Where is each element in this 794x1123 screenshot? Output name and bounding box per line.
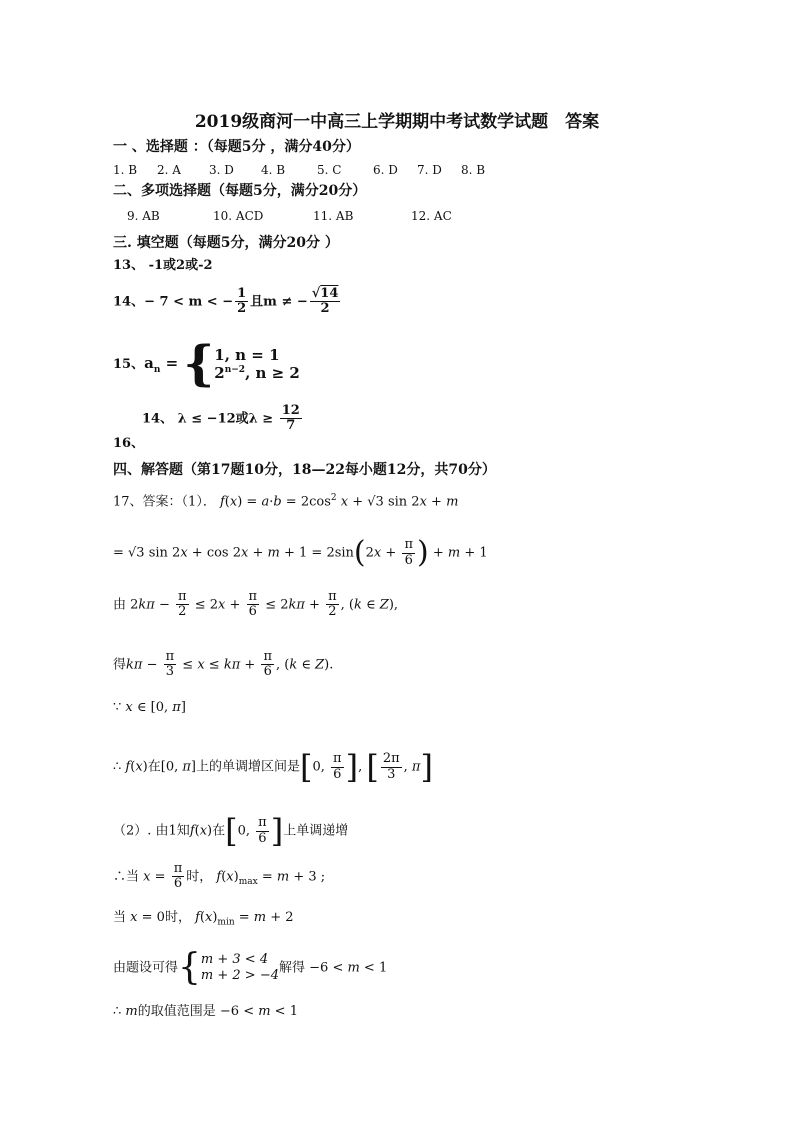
q17-part2-line-5: ∴ m的取值范围是 −6 < m < 1 (113, 1004, 298, 1019)
answer-15: 15、$a_n$ = { 1, n = 1 $2^{n-2}$, n ≥ 2 (113, 336, 300, 392)
fraction-half: $\frac{1}{2}$ (237, 286, 247, 317)
brace-icon: { (178, 947, 201, 988)
q17-line-4: 得kπ − $\frac{\pi}{3}$ ≤ x ≤ kπ + $\frac{\pi}{6}$ , (k ∈ Z). (113, 649, 334, 680)
answer-14: 14、− 7 < m < − $\frac{1}{2}$ 且m ≠ − $\frac{√14}{2}$ (113, 286, 339, 317)
answer-11: 11. AB (313, 209, 354, 223)
answer-10: 10. ACD (213, 209, 264, 223)
answer-8: 8. B (461, 163, 486, 177)
q17-part2-line-4: 由题设可得{ m + 3 < 4 m + 2 > −4 解得 −6 < m < 1 (113, 947, 388, 988)
q17-line-2: = √3 sin 2x + cos 2x + m + 1 = 2sin(2x + $\frac{\pi}{6}$ ) + m + 1 (113, 535, 488, 570)
section-2-heading: 二、多项选择题（每题5分，满分20分） (113, 183, 367, 199)
page-title: 2019级商河一中高三上学期期中考试数学试题 答案 (194, 112, 600, 132)
section-3-heading: 三. 填空题（每题5分，满分20分 ） (113, 235, 339, 251)
answer-12: 12. AC (411, 209, 452, 223)
piecewise-cases: 1, n = 1 $2^{n-2}$, n ≥ 2 (214, 346, 300, 382)
section-1-answers (113, 163, 485, 177)
brace-icon: { (183, 336, 215, 392)
q17-line-5: ∵ x ∈ [0, π] (113, 700, 186, 715)
answer-7: 7. D (417, 163, 442, 177)
q17-part2-line-3: 当 x = 0时， $f(x)_{min} = m + 2$ (113, 910, 294, 928)
answer-2: 2. A (157, 163, 181, 177)
answer-5: 5. C (317, 163, 342, 177)
q17-line-6: ∴ f(x)在[0, π]上的单调增区间是[0, $\frac{\pi}{6}$ ], [ $\frac{2\pi}{3}$ , π] (113, 748, 433, 786)
section-1-heading: 一 、选择题 ：（每题5分 ，满分40分） (113, 139, 360, 155)
section-4-heading: 四、解答题（第17题10分，18—22每小题12分，共70分） (113, 462, 496, 478)
answer-13: 13、 -1或2或-2 (113, 258, 213, 273)
answer-6: 6. D (373, 163, 398, 177)
q17-line-1: 17、答案：（1）． $f(x) = a\cdot b = 2\cos^2$ x + √3 sin 2x + m (113, 493, 459, 510)
answer-4: 4. B (261, 163, 286, 177)
answer-16-label: 16、 (113, 436, 145, 451)
q17-line-3: 由 2kπ − $\frac{\pi}{2}$ ≤ 2x + $\frac{\pi}{6}$ ≤ 2kπ + $\frac{\pi}{2}$ , (k ∈ Z), (113, 589, 399, 620)
q17-part2-line-2: ∴当 x = $\frac{\pi}{6}$ 时， $f(x)_{max} = m + 3$ ; (113, 861, 326, 892)
fraction-12-7: $\frac{12}{7}$ (281, 403, 300, 434)
answer-1: 1. B (113, 163, 138, 177)
answer-9: 9. AB (127, 209, 160, 223)
section-2-answers (127, 209, 452, 223)
fraction-sqrt14: $\frac{√14}{2}$ (311, 286, 339, 317)
answer-3: 3. D (209, 163, 234, 177)
q17-part2-line-1: （2）. 由1知f(x)在[0, $\frac{\pi}{6}$ ]上单调递增 (113, 812, 349, 850)
answer-16-expression: 14、 λ ≤ −12或λ ≥ $\frac{12}{7}$ (142, 403, 300, 434)
inequality-system: m + 3 < 4 m + 2 > −4 (200, 952, 279, 983)
